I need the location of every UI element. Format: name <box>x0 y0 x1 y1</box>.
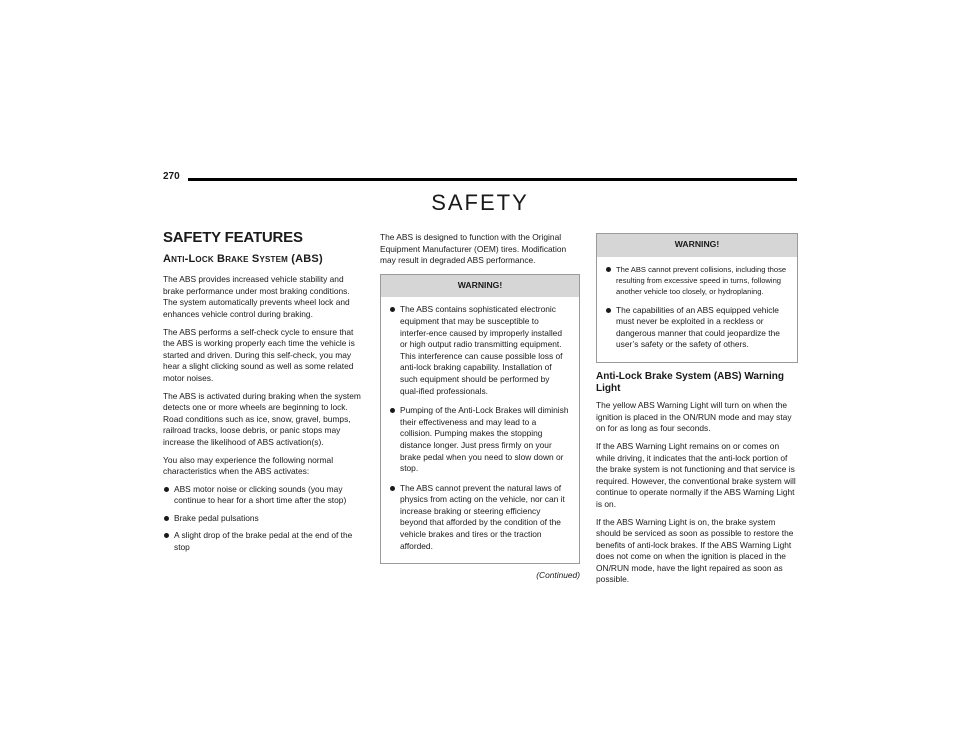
list-item <box>605 264 787 297</box>
paragraph: The ABS performs a self-check cycle to ensure that the ABS is working properly each time the vehicle is started and driven. During this self-check, you may hear a slight clicking sound as well as some related motor noises. <box>163 326 355 383</box>
page-number: 270 <box>163 171 180 182</box>
paragraph: The ABS is activated during braking when the system detects one or more wheels are beginning to lock. Road conditions such as ice, snow, gravel, bumps, railroad tracks, loose debris, or panic stops may increase the likelihood of ABS activation(s). <box>163 390 361 447</box>
characteristics-list <box>163 484 363 554</box>
warning-title: WARNING! <box>381 275 579 298</box>
chapter-title: SAFETY <box>431 190 529 215</box>
bullet-icon <box>390 307 395 312</box>
warning-list <box>605 264 787 351</box>
list-item-text: The ABS cannot prevent the natural laws of physics from acting on the vehicle, nor can it increase braking or steering efficiency beyond that afforded by the condition of the vehicle brakes and tires or the traction afforded. <box>400 482 565 551</box>
list-item <box>389 483 569 553</box>
bullet-icon <box>164 516 169 521</box>
paragraph: You also may experience the following normal characteristics when the ABS activates: <box>163 454 334 477</box>
column-3 <box>596 233 798 592</box>
paragraph: The yellow ABS Warning Light will turn on when the ignition is placed in the ON/RUN mode and may stay on for as long as four seconds. <box>596 400 792 434</box>
warning-body <box>597 257 797 362</box>
bullet-icon <box>164 487 169 492</box>
paragraph: The ABS provides increased vehicle stability and brake performance under most braking conditions. The system automatically prevents wheel lock and enhances vehicle control during braking. <box>163 274 350 319</box>
warning-body <box>381 297 579 563</box>
paragraph: If the ABS Warning Light remains on or comes on while driving, it indicates that the anti-lock portion of the brake system is not functioning and that service is required. However, the conventional brake system will continue to operate normally if the ABS Warning Light is on. <box>596 440 796 509</box>
warning-box <box>380 274 580 564</box>
list-item-text: The ABS contains sophisticated electronic equipment that may be susceptible to interfer-ence caused by improperly installed or high output radio transmitting equipment. This interference can cause possible loss of anti-lock braking capability. Installation of such equipment should be performed by qual-ified professionals. <box>400 304 563 396</box>
list-item-text: Brake pedal pulsations <box>174 512 259 523</box>
list-item-text: ABS motor noise or clicking sounds (you may continue to hear for a short time after the stop) <box>174 483 347 506</box>
continued-note: (Continued) <box>536 570 580 581</box>
intro-paragraph: The ABS is designed to function with the Original Equipment Manufacturer (OEM) tires. Modification may result in degraded ABS performance. <box>380 232 567 266</box>
list-item-text: Pumping of the Anti-Lock Brakes will diminish their effectiveness and may lead to a collision. Pumping makes the stopping distance longer. Just press firmly on your brake pedal when you need to slow down or stop. <box>400 405 569 474</box>
list-item <box>389 304 569 397</box>
warning-title: WARNING! <box>597 234 797 257</box>
warning-box <box>596 233 798 363</box>
list-item <box>163 530 363 553</box>
list-item-text: The capabilities of an ABS equipped vehicle must never be exploited in a reckless or dangerous manner that could jeopardize the user’s safety or the safety of others. <box>616 304 780 350</box>
section-heading: SAFETY FEATURES <box>163 229 303 246</box>
paragraph: If the ABS Warning Light is on, the brake system should be serviced as soon as possible to restore the benefits of anti-lock brakes. If the ABS Warning Light does not come on when the ignition is placed in the ON/RUN mode, have the light repaired as soon as possible. <box>596 516 794 585</box>
warning-list <box>389 304 569 552</box>
column-2 <box>380 232 580 582</box>
list-item <box>163 513 363 525</box>
abs-subheading: Anti-Lock Brake System (ABS) <box>163 252 323 265</box>
list-item-text: The ABS cannot prevent collisions, including those resulting from excessive speed in turns, following another vehicle too closely, or hydroplaning. <box>616 264 787 296</box>
bullet-icon <box>390 408 395 413</box>
header-rule <box>188 178 797 181</box>
list-item <box>163 484 363 507</box>
list-item-text: A slight drop of the brake pedal at the end of the stop <box>174 530 353 553</box>
bullet-icon <box>606 267 611 272</box>
column-1 <box>163 229 363 560</box>
bullet-icon <box>164 533 169 538</box>
warning-light-heading: Anti-Lock Brake System (ABS) Warning Light <box>596 370 784 394</box>
list-item <box>389 405 569 475</box>
list-item <box>605 305 787 351</box>
bullet-icon <box>390 486 395 491</box>
bullet-icon <box>606 308 611 313</box>
